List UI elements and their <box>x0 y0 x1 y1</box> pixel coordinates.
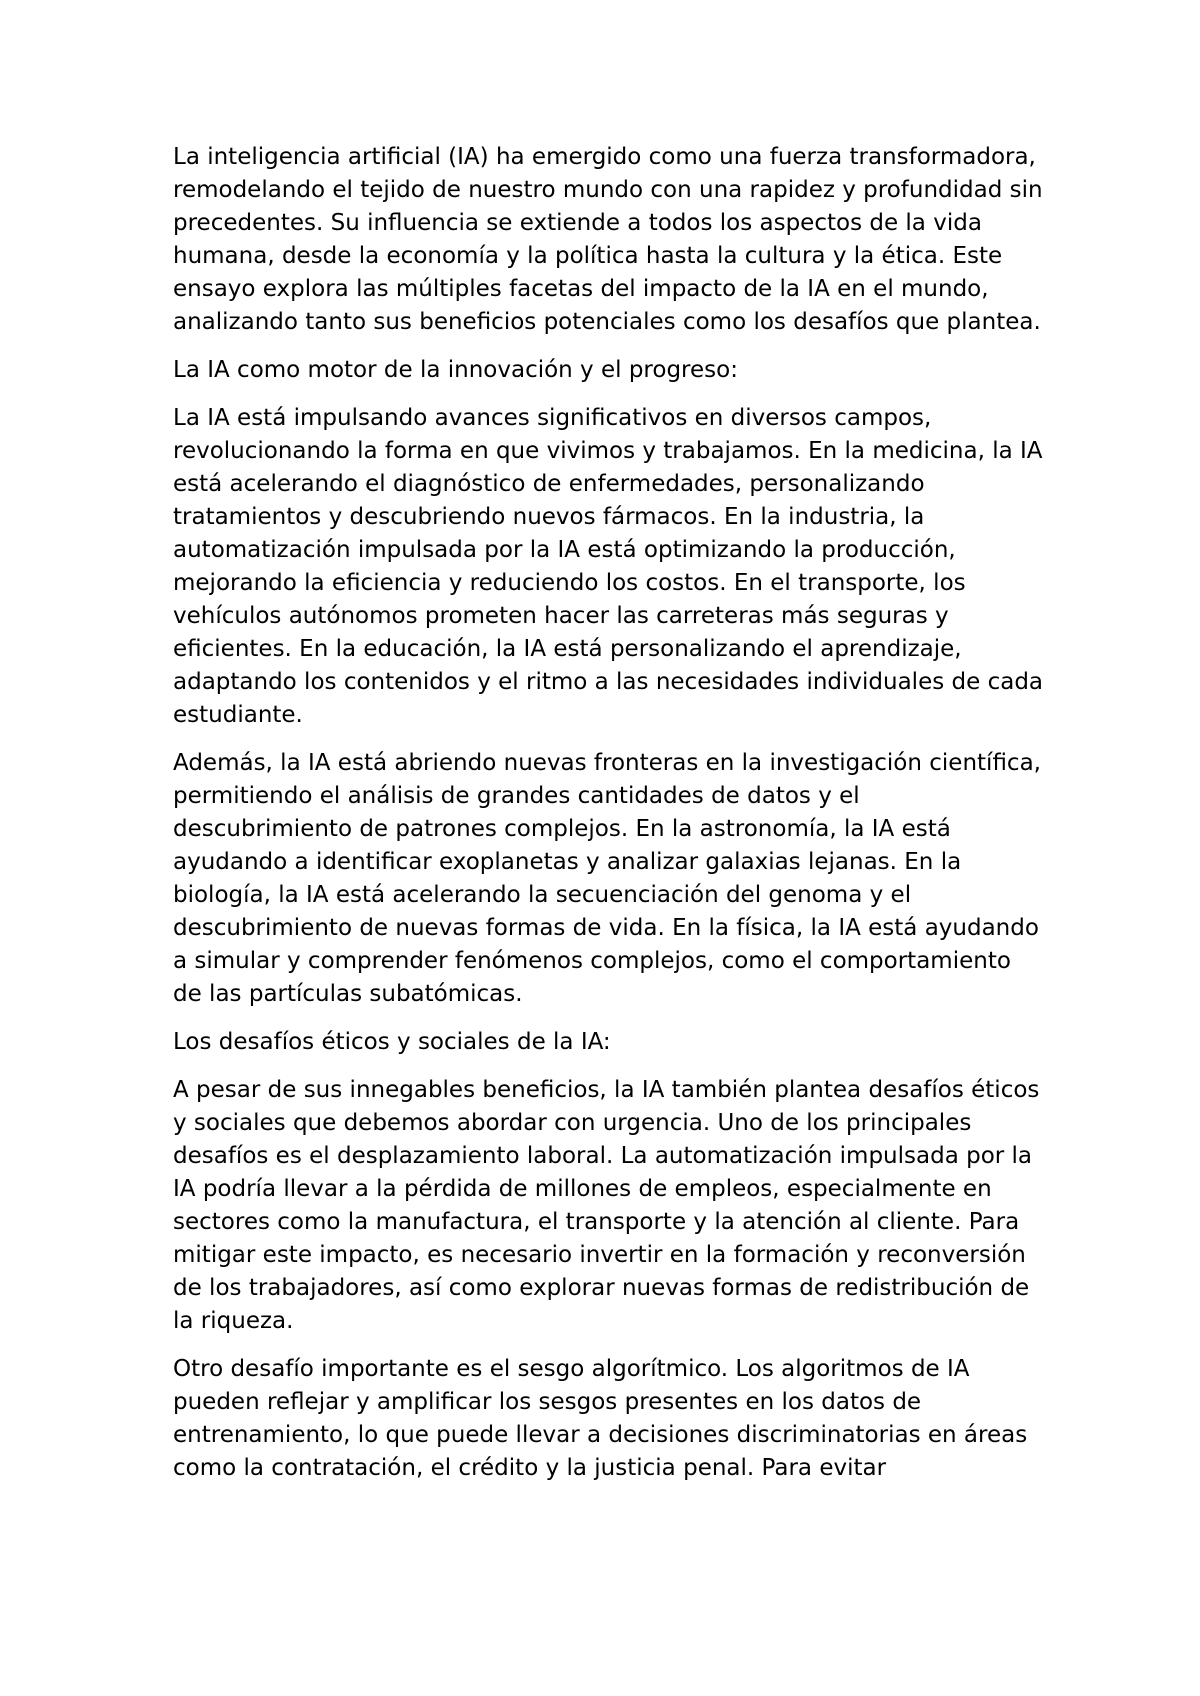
labor-paragraph: A pesar de sus innegables beneficios, la IA también plantea desafíos éticos y sociales que debemos abordar con urgencia. Uno de los principales desafíos es el desplazamiento laboral. La automatización impulsada por la IA podría llevar a la pérdida de millones de empleos, especialmente en sectores como la manufactura, el transporte y la atención al cliente. Para mitigar este impacto, es necesario invertir en la formación y reconversión de los trabajadores, así como explorar nuevas formas de redistribución de la riqueza. <box>173 1077 1040 1334</box>
section-heading-challenges: Los desafíos éticos y sociales de la IA: <box>173 1029 611 1055</box>
innovation-paragraph: La IA está impulsando avances significativos en diversos campos, revolucionando la forma en que vivimos y trabajamos. En la medicina, la IA está acelerando el diagnóstico de enfermedades, personalizando tratamientos y descubriendo nuevos fármacos. En la industria, la automatización impulsada por la IA está optimizando la producción, mejorando la eficiencia y reduciendo los costos. En el transporte, los vehículos autónomos prometen hacer las carreteras más seguras y eficientes. En la educación, la IA está personalizando el aprendizaje, adaptando los contenidos y el ritmo a las necesidades individuales de cada estudiante. <box>173 405 1044 728</box>
section-heading-innovation: La IA como motor de la innovación y el progreso: <box>173 357 738 383</box>
science-paragraph: Además, la IA está abriendo nuevas fronteras en la investigación científica, permitiendo el análisis de grandes cantidades de datos y el descubrimiento de patrones complejos. En la astronomía, la IA está ayudando a identificar exoplanetas y analizar galaxias lejanas. En la biología, la IA está acelerando la secuenciación del genoma y el descubrimiento de nuevas formas de vida. En la física, la IA está ayudando a simular y comprender fenómenos complejos, como el comportamiento de las partículas subatómicas. <box>173 750 1041 1007</box>
bias-paragraph: Otro desafío importante es el sesgo algorítmico. Los algoritmos de IA pueden reflejar y amplificar los sesgos presentes en los datos de entrenamiento, lo que puede llevar a decisiones discriminatorias en áreas como la contratación, el crédito y la justicia penal. Para evitar <box>173 1356 1028 1481</box>
intro-paragraph: La inteligencia artificial (IA) ha emergido como una fuerza transformadora, remodelando el tejido de nuestro mundo con una rapidez y profundidad sin precedentes. Su influencia se extiende a todos los aspectos de la vida humana, desde la economía y la política hasta la cultura y la ética. Este ensayo explora las múltiples facetas del impacto de la IA en el mundo, analizando tanto sus beneficios potenciales como los desafíos que plantea. <box>173 144 1043 335</box>
document-body <box>173 141 1043 1500</box>
